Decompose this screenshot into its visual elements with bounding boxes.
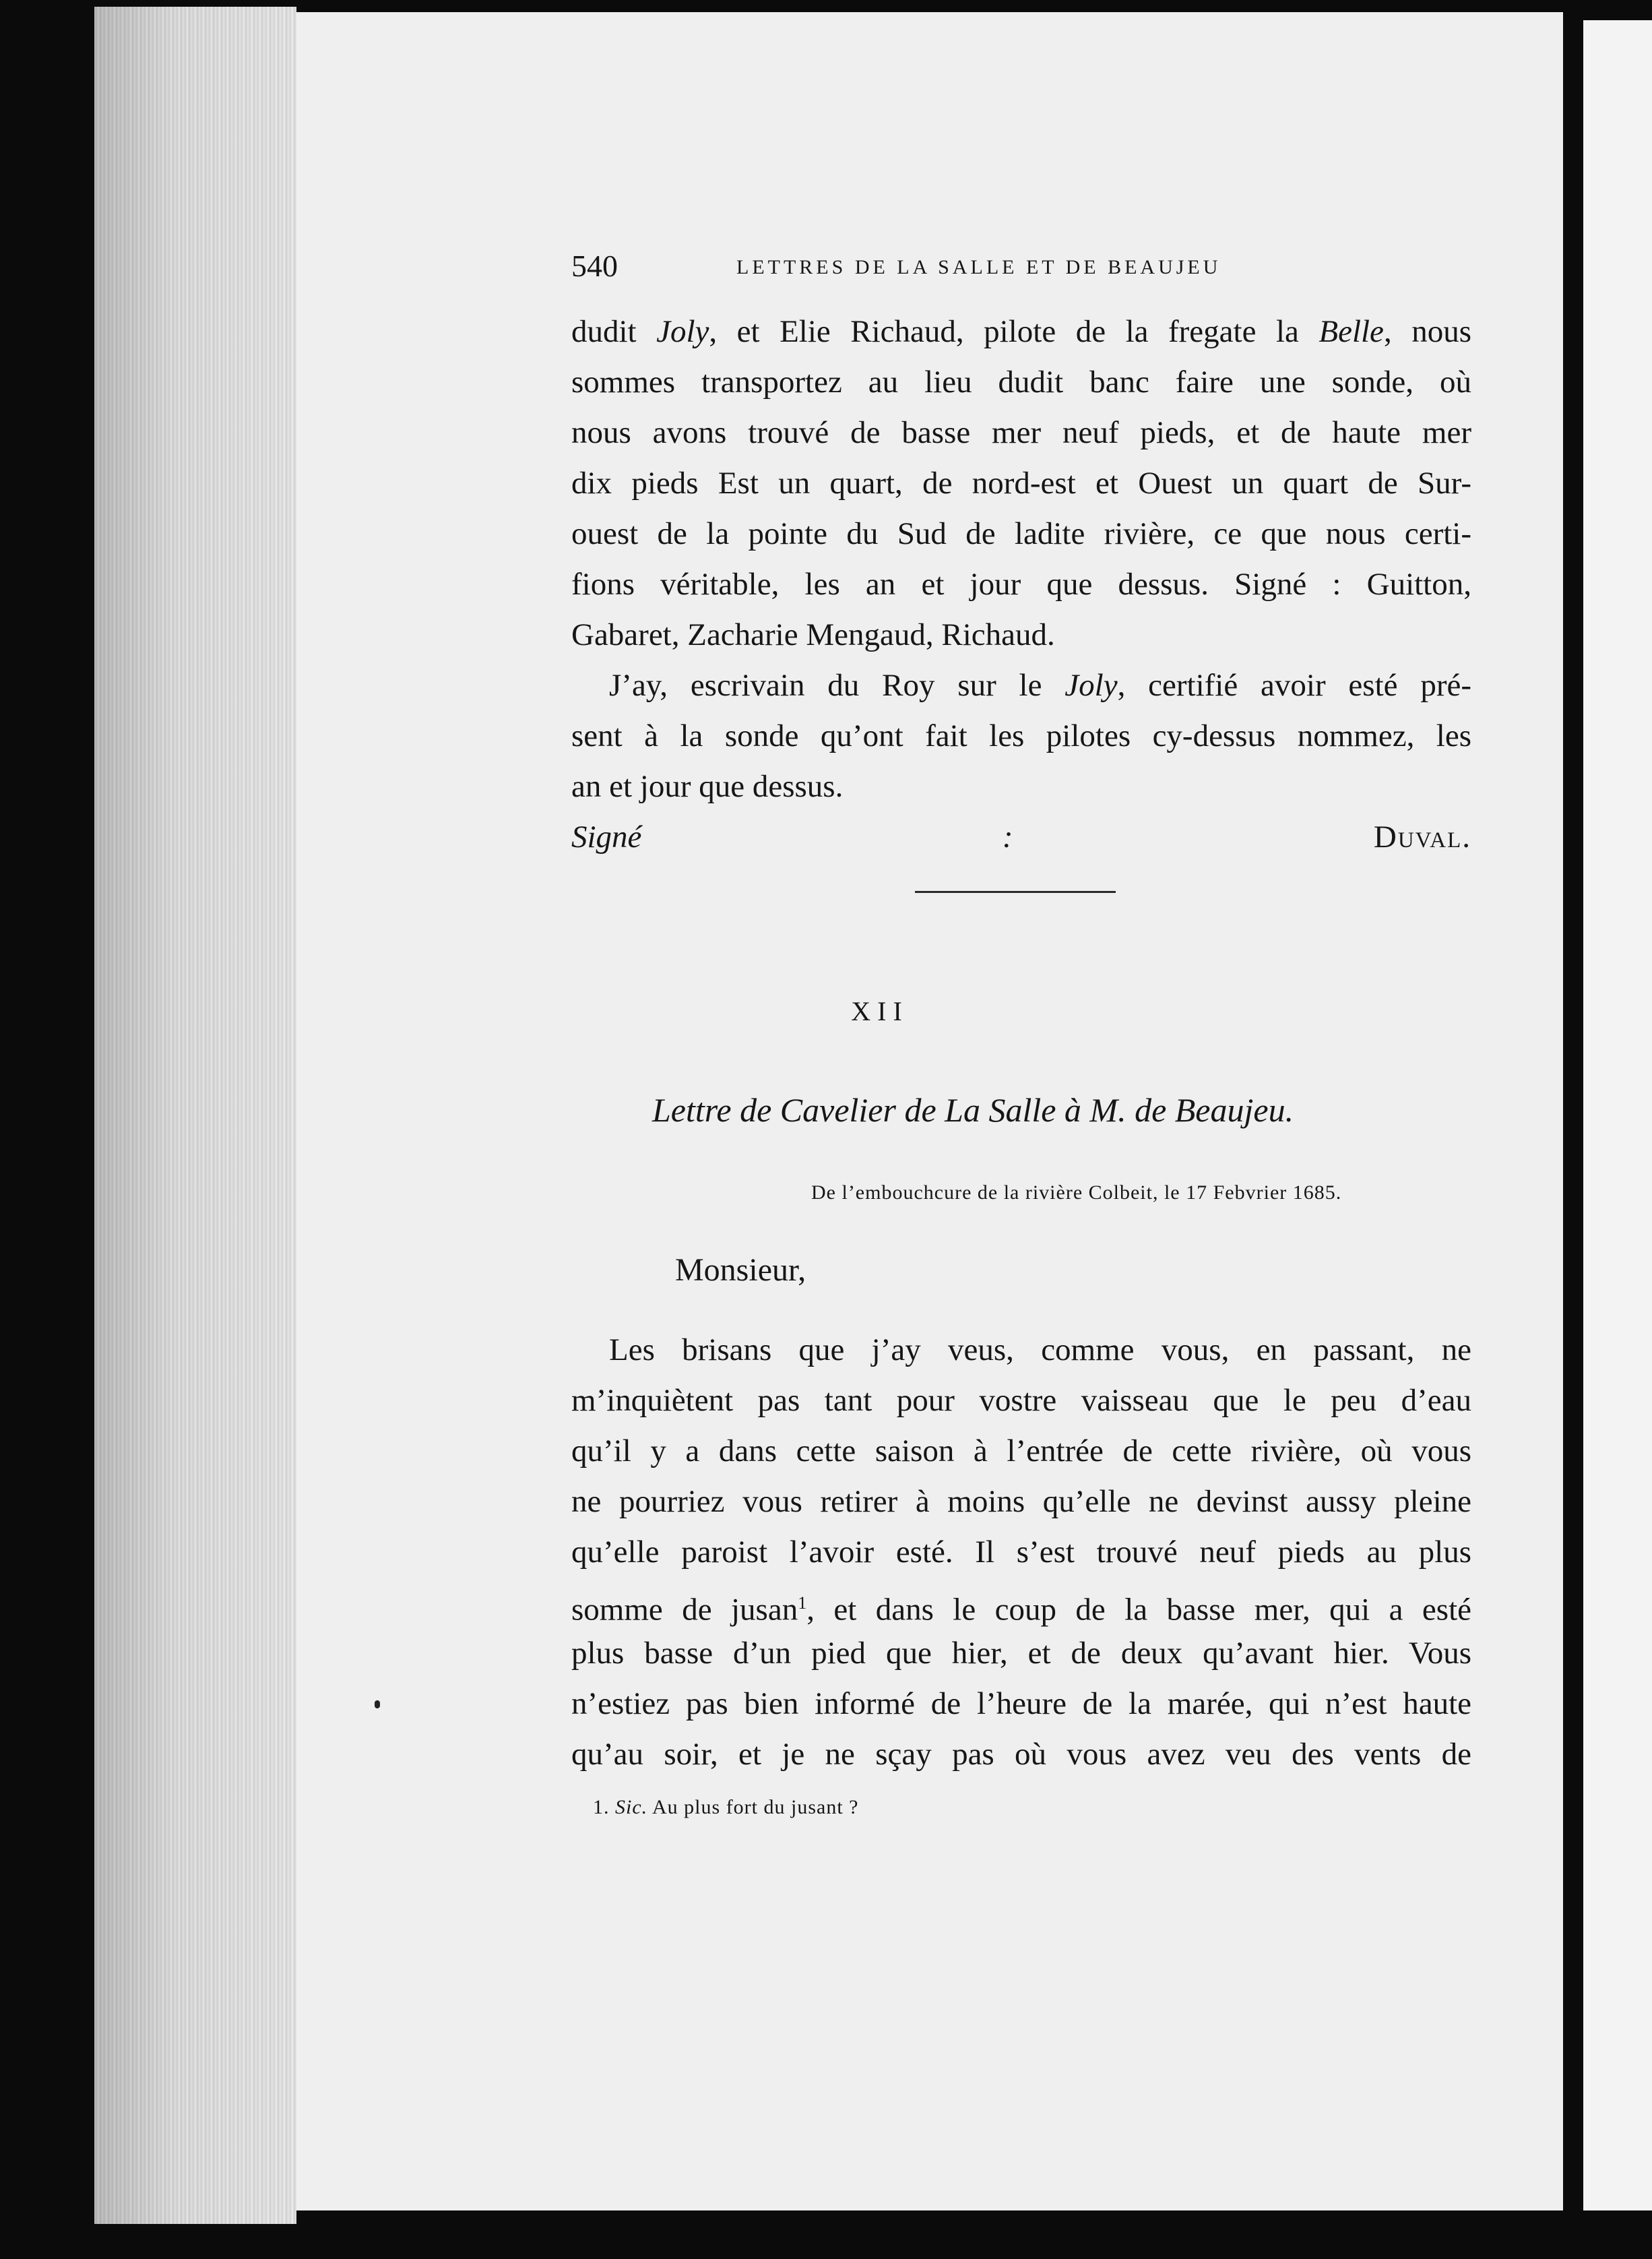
text-line: an et jour que dessus. (571, 769, 844, 804)
gutter-shadow (1563, 0, 1583, 2259)
facing-page-edge (1583, 20, 1652, 2210)
letter-salutation: Monsieur, (675, 1252, 806, 1288)
ink-speck (375, 1700, 380, 1708)
text-line: ne pourriez vous retirer à moins qu’elle ne devinst aussy pleine (571, 1484, 1471, 1519)
page-number: 540 (571, 249, 618, 283)
text-line: Les brisans que j’ay veus, comme vous, en passant, ne (609, 1332, 1471, 1367)
text-line: qu’elle paroist l’avoir esté. Il s’est trouvé neuf pieds au plus (571, 1535, 1471, 1570)
text-line: dudit Joly, et Elie Richaud, pilote de la fregate la Belle, nous (571, 314, 1471, 349)
text-line: Gabaret, Zacharie Mengaud, Richaud. (571, 617, 1055, 652)
text-line: nous avons trouvé de basse mer neuf pieds, et de haute mer (571, 415, 1471, 450)
text-line: ouest de la pointe du Sud de ladite rivière, ce que nous certi- (571, 516, 1471, 551)
footnote (593, 1796, 858, 1819)
text-line: sent à la sonde qu’ont fait les pilotes cy-dessus nommez, les (571, 718, 1471, 753)
footnote-text: Au plus fort du jusant ? (652, 1796, 859, 1818)
text-line: sommes transportez au lieu dudit banc faire une sonde, où (571, 365, 1471, 400)
signatory-name: Duval. (1373, 819, 1471, 855)
letter-body (571, 1325, 1471, 1780)
text-line: J’ay, escrivain du Roy sur le Joly, certifié avoir esté pré- (609, 668, 1471, 703)
footnote-sic: Sic. (615, 1796, 648, 1818)
letter-dateline: De l’embouchcure de la rivière Colbeit, le 17 Febvrier 1685. (811, 1181, 1342, 1204)
text-line: dix pieds Est un quart, de nord-est et Ouest un quart de Sur- (571, 466, 1471, 501)
text-line: m’inquiètent pas tant pour vostre vaisseau que le peu d’eau (571, 1383, 1471, 1418)
text-line: plus basse d’un pied que hier, et de deux qu’avant hier. Vous (571, 1636, 1471, 1671)
text-line: qu’il y a dans cette saison à l’entrée de cette rivière, où vous (571, 1433, 1471, 1468)
letter-title: Lettre de Cavelier de La Salle à M. de Beaujeu. (652, 1091, 1294, 1129)
text-line: somme de jusan$^1$, et dans le coup de la basse mer, qui a esté (571, 1592, 1471, 1628)
footnote-marker: 1. (593, 1796, 610, 1818)
text-line: fions véritable, les an et jour que dessus. Signé : Guitton, (571, 567, 1471, 602)
signature-block (571, 0, 1471, 876)
text-line: qu’au soir, et je ne sçay pas où vous avez veu des vents de (571, 1737, 1471, 1772)
signed-label: Signé : (571, 819, 1013, 855)
signature-line (571, 812, 1471, 863)
running-title: LETTRES DE LA SALLE ET DE BEAUJEU (736, 256, 1221, 278)
text-line: n’estiez pas bien informé de l’heure de la marée, qui n’est haute (571, 1686, 1471, 1721)
book-page-edges (94, 7, 296, 2224)
section-divider (915, 891, 1116, 893)
section-number: XII (851, 996, 909, 1026)
